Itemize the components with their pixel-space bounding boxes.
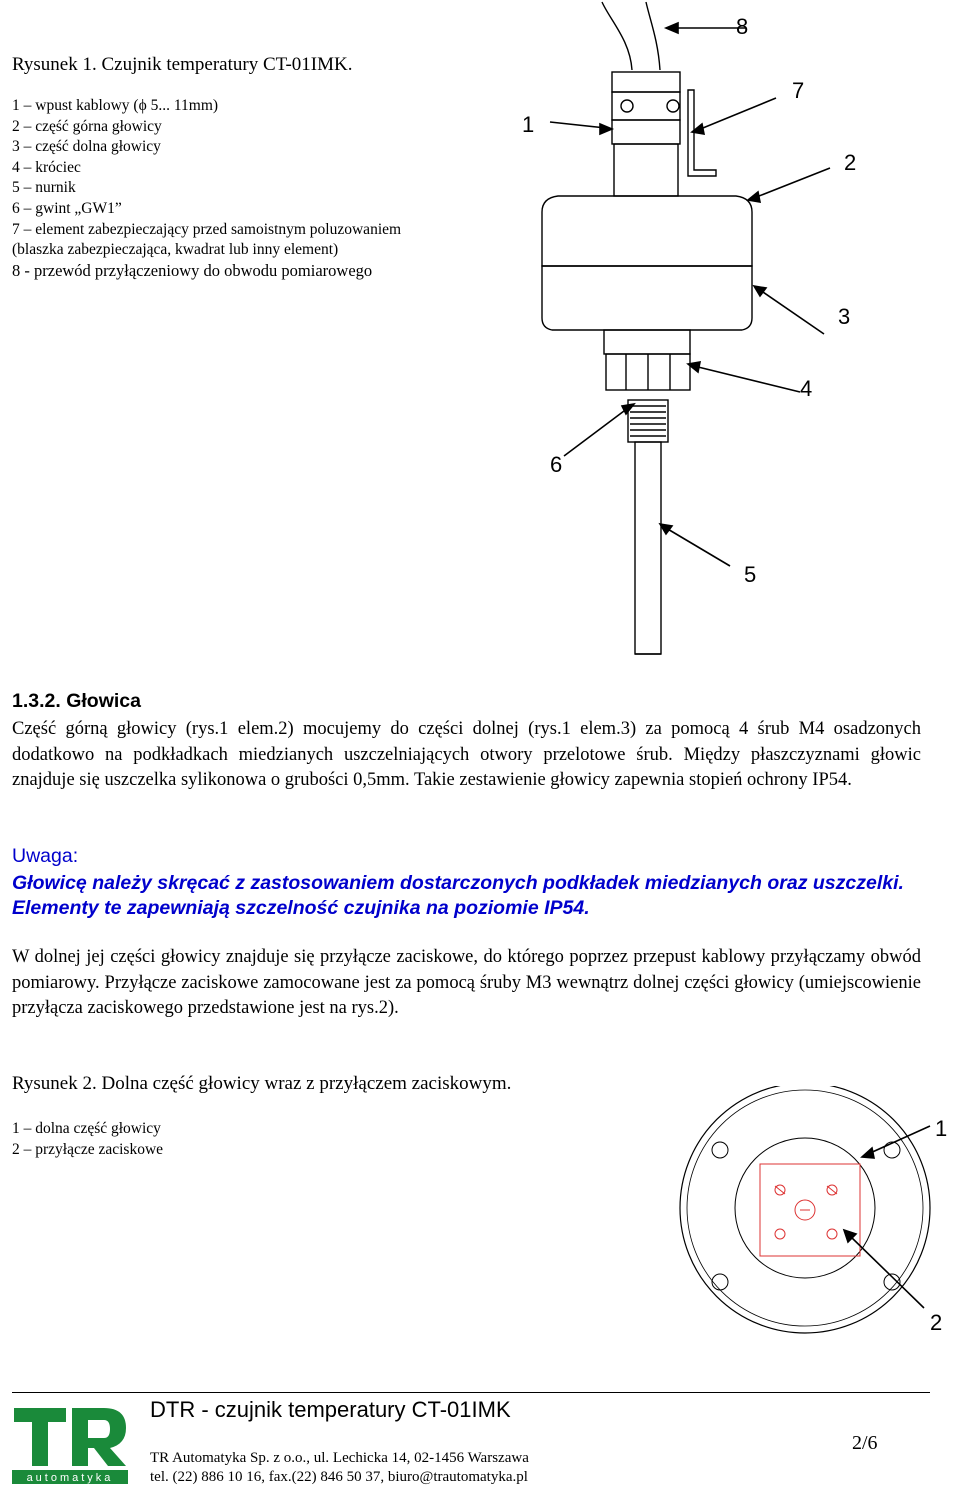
legend-item: 1 – dolna część głowicy — [12, 1120, 161, 1137]
footer-company: TR Automatyka Sp. z o.o., ul. Lechicka 14, 02-1456 Warszawa — [150, 1450, 529, 1466]
legend-item: 2 – część górna głowicy — [12, 117, 162, 135]
figure-label-3: 3 — [838, 304, 851, 329]
company-logo — [12, 1400, 128, 1484]
figure-label-8: 8 — [736, 14, 749, 39]
figure2-label-1: 1 — [935, 1116, 948, 1141]
legend-item: 7 – element zabezpieczający przed samoistnym poluzowaniem — [12, 220, 402, 238]
figure2-legend — [12, 1118, 163, 1160]
footer-rule — [12, 1392, 930, 1393]
figure-label-4: 4 — [800, 376, 813, 401]
figure-label-5: 5 — [744, 562, 757, 587]
figure-label-6: 6 — [550, 452, 563, 477]
warning-text: Głowicę należy skręcać z zastosowaniem dostarczonych podkładek miedzianych oraz uszczelki. Elementy te zapewniają szczelność czujnika na poziomie IP54. — [12, 872, 904, 919]
head-bottom-drawing — [640, 1086, 943, 1386]
legend-item: 8 - przewód przyłączeniowy do obwodu pomiarowego — [12, 260, 373, 280]
warning-label: Uwaga: — [12, 845, 79, 867]
paragraph-2: W dolnej jej części głowicy znajduje się przyłącze zaciskowe, do którego poprzez przepust kablowy przyłączamy obwód pomiarowy. Przyłącze zaciskowe zamocowane jest za pomocą śruby M3 wewnątrz dolnej części głowicy (umiejscowienie przyłącza zaciskowego przedstawione jest na rys.2). — [12, 947, 921, 1018]
legend-item: 4 – króciec — [12, 158, 81, 176]
legend-item: (blaszka zabezpieczająca, kwadrat lub inny element) — [12, 241, 339, 259]
sensor-drawing — [480, 0, 960, 670]
page-number: 2/6 — [852, 1432, 878, 1454]
section-heading: 1.3.2. Głowica — [12, 690, 141, 712]
figure-label-1: 1 — [522, 112, 535, 137]
logo-text: automatyka — [26, 1472, 114, 1484]
paragraph-1: Część górną głowicy (rys.1 elem.2) mocujemy do części dolnej (rys.1 elem.3) za pomocą 4 śrub M4 osadzonych dodatkowo na podkładkach miedzianych uszczelniających otwory przelotowe śrub. Między płaszczyznami głowic znajduje się uszczelka sylikonowa o grubości 0,5mm. Takie zestawienie głowicy zapewnia stopień ochrony IP54. — [12, 719, 921, 790]
legend-item: 5 – nurnik — [12, 179, 76, 197]
figure-label-7: 7 — [792, 78, 805, 103]
legend-item: 6 – gwint „GW1” — [12, 199, 122, 217]
footer-title: DTR - czujnik temperatury CT-01IMK — [150, 1397, 511, 1422]
figure1-legend — [12, 96, 401, 281]
footer-contact: tel. (22) 886 10 16, fax.(22) 846 50 37, biuro@trautomatyka.pl — [150, 1469, 528, 1485]
figure2-caption: Rysunek 2. Dolna część głowicy wraz z przyłączem zaciskowym. — [12, 1073, 512, 1094]
legend-item: 2 – przyłącze zaciskowe — [12, 1141, 164, 1158]
figure2-label-2: 2 — [930, 1310, 943, 1335]
legend-item: 1 – wpust kablowy (ϕ 5... 11mm) — [12, 97, 219, 114]
figure-label-2: 2 — [844, 150, 857, 175]
figure1-caption: Rysunek 1. Czujnik temperatury CT-01IMK. — [12, 54, 353, 75]
legend-item: 3 – część dolna głowicy — [12, 138, 161, 156]
